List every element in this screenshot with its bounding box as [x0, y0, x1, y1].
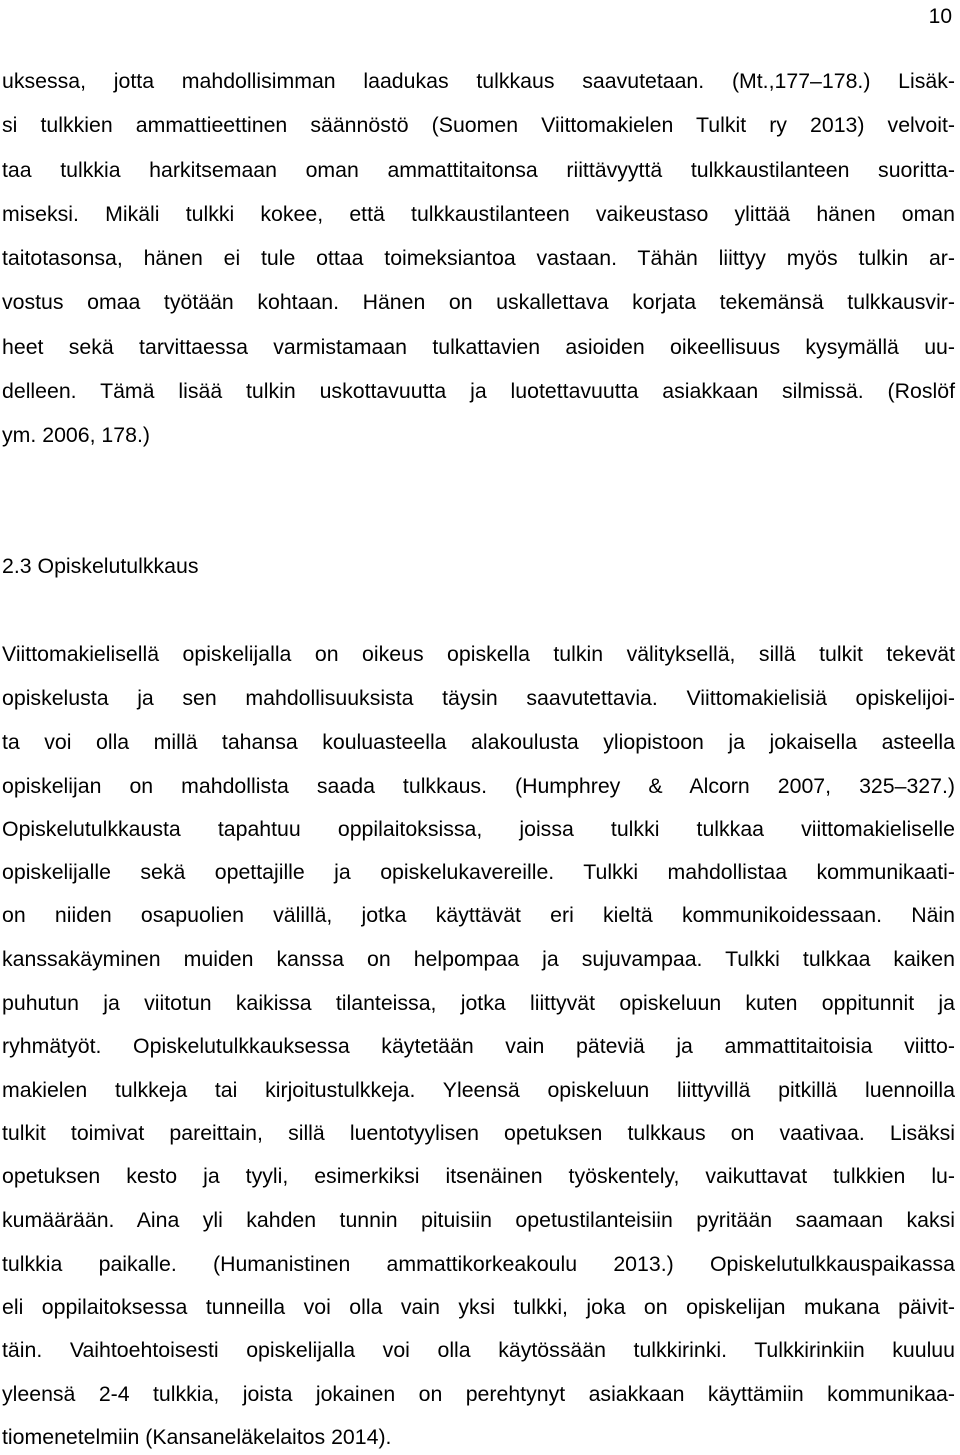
- text-line: opiskelijan on mahdollista saada tulkkaus. (Humphrey & Alcorn 2007, 325–327.): [2, 774, 955, 798]
- text-line: ta voi olla millä tahansa kouluasteella alakoulusta yliopistoon ja jokaisella asteella: [2, 730, 955, 754]
- text-line: taitotasonsa, hänen ei tule ottaa toimeksiantoa vastaan. Tähän liittyy myös tulkin ar-: [2, 246, 955, 270]
- text-line: puhutun ja viitotun kaikissa tilanteissa, jotka liittyvät opiskeluun kuten oppitunnit ja: [2, 991, 955, 1015]
- text-line: Viittomakielisellä opiskelijalla on oikeus opiskella tulkin välityksellä, sillä tulkit tekevät: [2, 642, 955, 666]
- text-line: si tulkkien ammattieettinen säännöstö (Suomen Viittomakielen Tulkit ry 2013) velvoit-: [2, 113, 955, 137]
- text-line: ryhmätyöt. Opiskelutulkkauksessa käytetään vain päteviä ja ammattitaitoisia viitto-: [2, 1034, 955, 1058]
- text-line: vostus omaa työtään kohtaan. Hänen on uskallettava korjata tekemänsä tulkkausvir-: [2, 290, 955, 314]
- text-line: tulkkia paikalle. (Humanistinen ammattikorkeakoulu 2013.) Opiskelutulkkauspaikassa: [2, 1252, 955, 1276]
- text-line: delleen. Tämä lisää tulkin uskottavuutta ja luotettavuutta asiakkaan silmissä. (Roslöf: [2, 379, 955, 403]
- text-line: eli oppilaitoksessa tunneilla voi olla vain yksi tulkki, joka on opiskelijan mukana päivit-: [2, 1295, 955, 1319]
- text-line: tulkit toimivat pareittain, sillä luentotyylisen opetuksen tulkkaus on vaativaa. Lisäksi: [2, 1121, 955, 1145]
- text-line: ym. 2006, 178.): [2, 423, 150, 447]
- text-line: kumäärään. Aina yli kahden tunnin pituisiin opetustilanteisiin pyritään saamaan kaksi: [2, 1208, 955, 1232]
- text-line: heet sekä tarvittaessa varmistamaan tulkattavien asioiden oikeellisuus kysymällä uu-: [2, 335, 955, 359]
- text-line: opiskelusta ja sen mahdollisuuksista täysin saavutettavia. Viittomakielisiä opiskelijoi-: [2, 686, 955, 710]
- text-line: kanssakäyminen muiden kanssa on helpompaa ja sujuvampaa. Tulkki tulkkaa kaiken: [2, 947, 955, 971]
- text-line: opiskelijalle sekä opettajille ja opiskelukavereille. Tulkki mahdollistaa kommunikaati-: [2, 860, 955, 884]
- text-line: makielen tulkkeja tai kirjoitustulkkeja. Yleensä opiskeluun liittyvillä pitkillä luennoilla: [2, 1078, 955, 1102]
- text-line: opetuksen kesto ja tyyli, esimerkiksi itsenäinen työskentely, vaikuttavat tulkkien lu-: [2, 1164, 955, 1188]
- page-number: 10: [928, 5, 952, 28]
- section-heading: 2.3 Opiskelutulkkaus: [2, 554, 199, 578]
- text-line: miseksi. Mikäli tulkki kokee, että tulkkaustilanteen vaikeustaso ylittää hänen oman: [2, 202, 955, 226]
- text-line: taa tulkkia harkitsemaan oman ammattitaitonsa riittävyyttä tulkkaustilanteen suoritta-: [2, 158, 955, 182]
- text-line: uksessa, jotta mahdollisimman laadukas tulkkaus saavutetaan. (Mt.,177–178.) Lisäk-: [2, 69, 955, 93]
- text-line: Opiskelutulkkausta tapahtuu oppilaitoksissa, joissa tulkki tulkkaa viittomakieliselle: [2, 817, 955, 841]
- text-line: tiomenetelmiin (Kansaneläkelaitos 2014).: [2, 1425, 392, 1449]
- text-line: yleensä 2-4 tulkkia, joista jokainen on perehtynyt asiakkaan käyttämiin kommunikaa-: [2, 1382, 955, 1406]
- text-line: on niiden osapuolien välillä, jotka käyttävät eri kieltä kommunikoidessaan. Näin: [2, 903, 955, 927]
- text-line: täin. Vaihtoehtoisesti opiskelijalla voi olla käytössään tulkkirinki. Tulkkirinkiin kuuluu: [2, 1338, 955, 1362]
